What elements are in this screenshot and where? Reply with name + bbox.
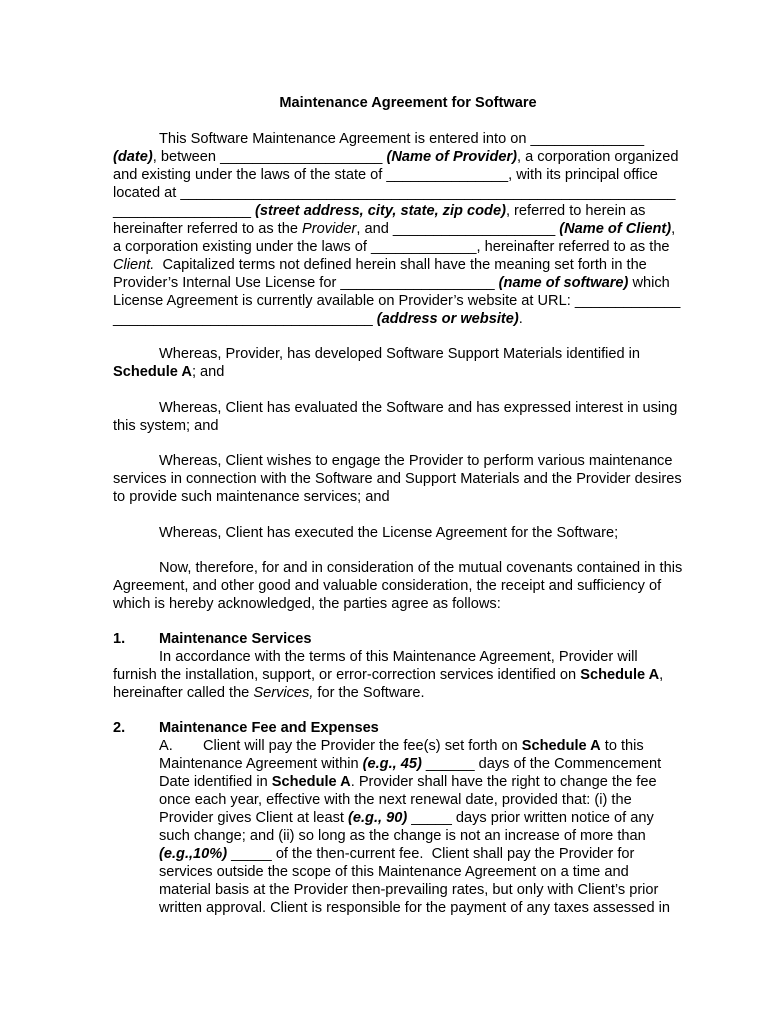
recital-line: Now, therefore, for and in consideration of the mutual covenants contained in this (159, 560, 683, 576)
paragraph-line: hereinafter referred to as the Provider, and ____________________ (Name of Client), (113, 221, 676, 237)
paragraph-line: _________________ (street address, city, state, zip code), referred to herein as (113, 203, 646, 219)
section-line: Maintenance Agreement within (e.g., 45) ______ days of the Commencement (159, 756, 662, 772)
whereas-line: to provide such maintenance services; and (113, 489, 390, 505)
document-title: Maintenance Agreement for Software (279, 95, 537, 111)
section-heading: Maintenance Fee and Expenses (159, 720, 379, 736)
recital-line: Agreement, and other good and valuable consideration, the receipt and sufficiency of (113, 578, 662, 594)
paragraph-line: Client. Capitalized terms not defined herein shall have the meaning set forth in the (113, 257, 647, 273)
section-line: Provider gives Client at least (e.g., 90) _____ days prior written notice of any (159, 810, 654, 826)
paragraph-line: located at _____________________________________________________________ (113, 185, 676, 201)
section-number: 2. (113, 720, 126, 736)
section-line: hereinafter called the Services, for the Software. (113, 685, 425, 701)
section-line: (e.g.,10%) _____ of the then-current fee. Client shall pay the Provider for (159, 846, 635, 862)
whereas-line: Whereas, Client wishes to engage the Provider to perform various maintenance (159, 453, 673, 469)
section-line: once each year, effective with the next renewal date, provided that: (i) the (159, 792, 632, 808)
section-line: such change; and (ii) so long as the change is not an increase of more than (159, 828, 646, 844)
paragraph-line: This Software Maintenance Agreement is entered into on ______________ (159, 131, 645, 147)
section-line: material basis at the Provider then-prevailing rates, but only with Client’s prior (159, 882, 659, 898)
paragraph-line: and existing under the laws of the state of _______________, with its principal office (113, 167, 658, 183)
paragraph-line: ________________________________ (address or website). (113, 311, 523, 327)
paragraph-line: Provider’s Internal Use License for ___________________ (name of software) which (113, 275, 670, 291)
section-line: services outside the scope of this Maintenance Agreement on a time and (159, 864, 629, 880)
section-number: 1. (113, 631, 126, 647)
section-line: Date identified in Schedule A. Provider shall have the right to change the fee (159, 774, 657, 790)
section-line: written approval. Client is responsible for the payment of any taxes assessed in (159, 900, 671, 916)
paragraph-line: (date), between ____________________ (Name of Provider), a corporation organized (113, 149, 679, 165)
paragraph-line: License Agreement is currently available on Provider’s website at URL: _____________ (113, 293, 681, 309)
whereas-line: Whereas, Client has evaluated the Software and has expressed interest in using (159, 400, 678, 416)
section-heading: Maintenance Services (159, 631, 312, 647)
section-line: Client will pay the Provider the fee(s) set forth on Schedule A to this (203, 738, 644, 754)
whereas-line: services in connection with the Software and Support Materials and the Provider desires (113, 471, 682, 487)
whereas-line: Whereas, Provider, has developed Software Support Materials identified in (159, 346, 641, 362)
whereas-line: Schedule A; and (113, 364, 225, 380)
whereas-line: this system; and (113, 418, 219, 434)
paragraph-line: a corporation existing under the laws of _____________, hereinafter referred to as the (113, 239, 670, 255)
recital-line: which is hereby acknowledged, the parties agree as follows: (113, 596, 501, 612)
subsection-label: A. (159, 738, 173, 754)
section-line: In accordance with the terms of this Maintenance Agreement, Provider will (159, 649, 638, 665)
whereas-line: Whereas, Client has executed the License Agreement for the Software; (159, 525, 619, 541)
section-line: furnish the installation, support, or error-correction services identified on Schedule A, (113, 667, 664, 683)
